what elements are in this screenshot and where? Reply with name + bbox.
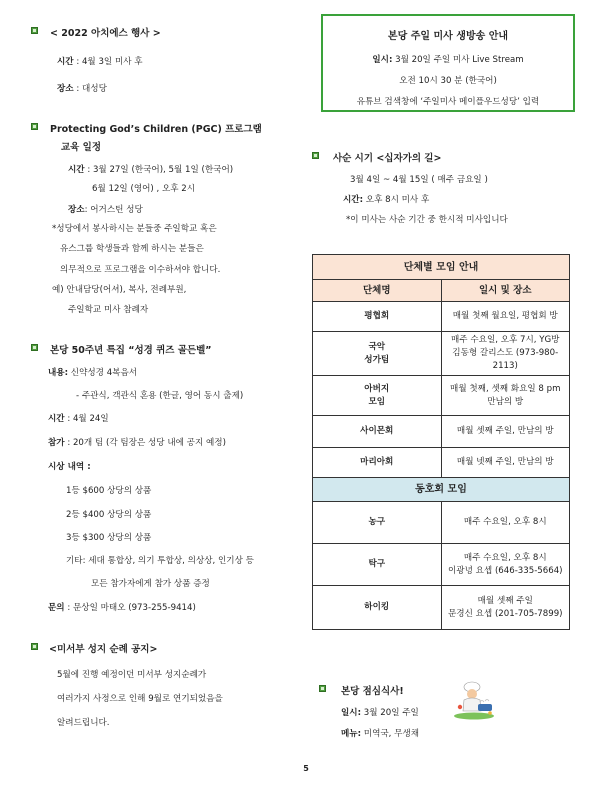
pgc-note-3: 의무적으로 프로그램을 이수하셔야 합니다. xyxy=(60,265,221,275)
event-heading: < 2022 아치에스 행사 > xyxy=(50,28,161,39)
club-info: 매주 수요일, 오후 8시 xyxy=(441,502,570,544)
quiz-heading: 본당 50주년 특집 “성경 퀴즈 골든벨” xyxy=(50,345,212,356)
live-youtube: 유튜브 검색창에 ‘주일미사 메이플우드성당’ 입력 xyxy=(356,97,540,107)
lunch-date: 일시: 3월 20일 주일 xyxy=(341,708,419,718)
group-name: 마리아회 xyxy=(313,448,442,478)
pilgrimage-heading: <미서부 성지 순례 공지> xyxy=(49,644,158,655)
quiz-join: 참가 : 20개 팀 (각 팀장은 성당 내에 공지 예정) xyxy=(48,438,226,448)
club-title: 동호회 모임 xyxy=(313,478,570,502)
club-name: 하이킹 xyxy=(313,586,442,630)
page-number: 5 xyxy=(303,764,309,773)
chef-cooking-icon xyxy=(452,680,496,720)
pgc-subheading: 교육 일정 xyxy=(61,142,102,153)
bullet-icon xyxy=(31,643,38,650)
quiz-prize-other-2: 모든 참가자에게 참가 상품 증정 xyxy=(91,579,210,589)
club-info: 매주 수요일, 오후 8시 이광녕 요셉 (646-335-5664) xyxy=(441,544,570,586)
lent-time: 시간: 오후 8시 미사 후 xyxy=(343,195,430,205)
quiz-content: 내용: 신약성경 4복음서 xyxy=(48,368,138,378)
lent-heading: 사순 시기 <십자가의 길> xyxy=(333,153,442,164)
lent-dates: 3월 4일 ~ 4월 15일 ( 매주 금요일 ) xyxy=(350,175,488,185)
pgc-time: 시간 : 3월 27일 (한국어), 5월 1일 (한국어) xyxy=(68,165,234,175)
group-name: 국악 성가팀 xyxy=(313,332,442,376)
pilgrimage-line-2: 여러가지 사정으로 인해 9월로 연기되었음을 xyxy=(57,694,223,704)
pgc-time-2: 6월 12일 (영어) , 오후 2시 xyxy=(92,184,196,194)
bullet-icon xyxy=(319,685,326,692)
table-header-name: 단체명 xyxy=(313,280,442,302)
event-time: 시간 : 4월 3일 미사 후 xyxy=(57,57,143,67)
pilgrimage-line-3: 알려드립니다. xyxy=(57,718,110,728)
group-info: 매월 첫째 월요일, 평협회 방 xyxy=(441,302,570,332)
table-header-info: 일시 및 장소 xyxy=(441,280,570,302)
pgc-note-1: *성당에서 봉사하시는 분들중 주일학교 혹은 xyxy=(52,224,217,234)
bullet-icon xyxy=(31,344,38,351)
quiz-time: 시간 : 4월 24일 xyxy=(48,414,109,424)
quiz-content-detail: - 주관식, 객관식 혼용 (한글, 영어 동시 출제) xyxy=(76,391,244,401)
bullet-icon xyxy=(31,123,38,130)
bullet-icon xyxy=(312,152,319,159)
club-name: 농구 xyxy=(313,502,442,544)
lunch-menu: 메뉴: 미역국, 무생채 xyxy=(341,729,420,739)
group-info: 매주 수요일, 오후 7시, YG방 김동형 갈리스도 (973-980-2113) xyxy=(441,332,570,376)
group-info: 매월 셋째 주일, 만남의 방 xyxy=(441,416,570,448)
quiz-prize-2: 2등 $400 상당의 상품 xyxy=(66,510,152,520)
quiz-contact: 문의 : 문상일 마태오 (973-255-9414) xyxy=(48,603,196,613)
pgc-example-2: 주일학교 미사 참례자 xyxy=(68,305,149,315)
pilgrimage-line-1: 5월에 진행 예정이던 미서부 성지순례가 xyxy=(57,670,207,680)
pgc-place: 장소: 어거스틴 성당 xyxy=(68,205,143,215)
group-meeting-table xyxy=(312,254,570,630)
live-date: 일시: 3월 20일 주일 미사 Live Stream xyxy=(372,55,524,65)
pgc-note-2: 유스그룹 학생들과 함께 하시는 분들은 xyxy=(60,244,204,254)
group-info: 매월 넷째 주일, 만남의 방 xyxy=(441,448,570,478)
group-name: 사이몬회 xyxy=(313,416,442,448)
live-title: 본당 주일 미사 생방송 안내 xyxy=(387,31,509,42)
group-name: 평협회 xyxy=(313,302,442,332)
pgc-heading: Protecting God’s Children (PGC) 프로그램 xyxy=(50,124,262,135)
pgc-example-1: 예) 안내담당(어셔), 복사, 전례부원, xyxy=(52,285,187,295)
club-name: 탁구 xyxy=(313,544,442,586)
live-time: 오전 10시 30 분 (한국어) xyxy=(399,76,497,86)
lunch-heading: 본당 점심식사! xyxy=(341,686,404,697)
club-info: 매월 셋째 주일 문경신 요셉 (201-705-7899) xyxy=(441,586,570,630)
live-stream-box xyxy=(321,14,575,112)
quiz-prize-label: 시상 내역 : xyxy=(48,462,91,472)
bullet-icon xyxy=(31,27,38,34)
quiz-prize-1: 1등 $600 상당의 상품 xyxy=(66,486,152,496)
event-place: 장소 : 대성당 xyxy=(57,84,107,94)
table-title: 단체별 모임 안내 xyxy=(313,255,570,280)
group-name: 아버지 모임 xyxy=(313,376,442,416)
group-info: 매월 첫째, 셋째 화요일 8 pm 만남의 방 xyxy=(441,376,570,416)
quiz-prize-3: 3등 $300 상당의 상품 xyxy=(66,533,152,543)
lent-note: *이 미사는 사순 기간 중 한시적 미사입니다 xyxy=(346,215,508,225)
quiz-prize-other-1: 기타: 세대 통합상, 의기 투합상, 의상상, 인기상 등 xyxy=(66,556,254,566)
